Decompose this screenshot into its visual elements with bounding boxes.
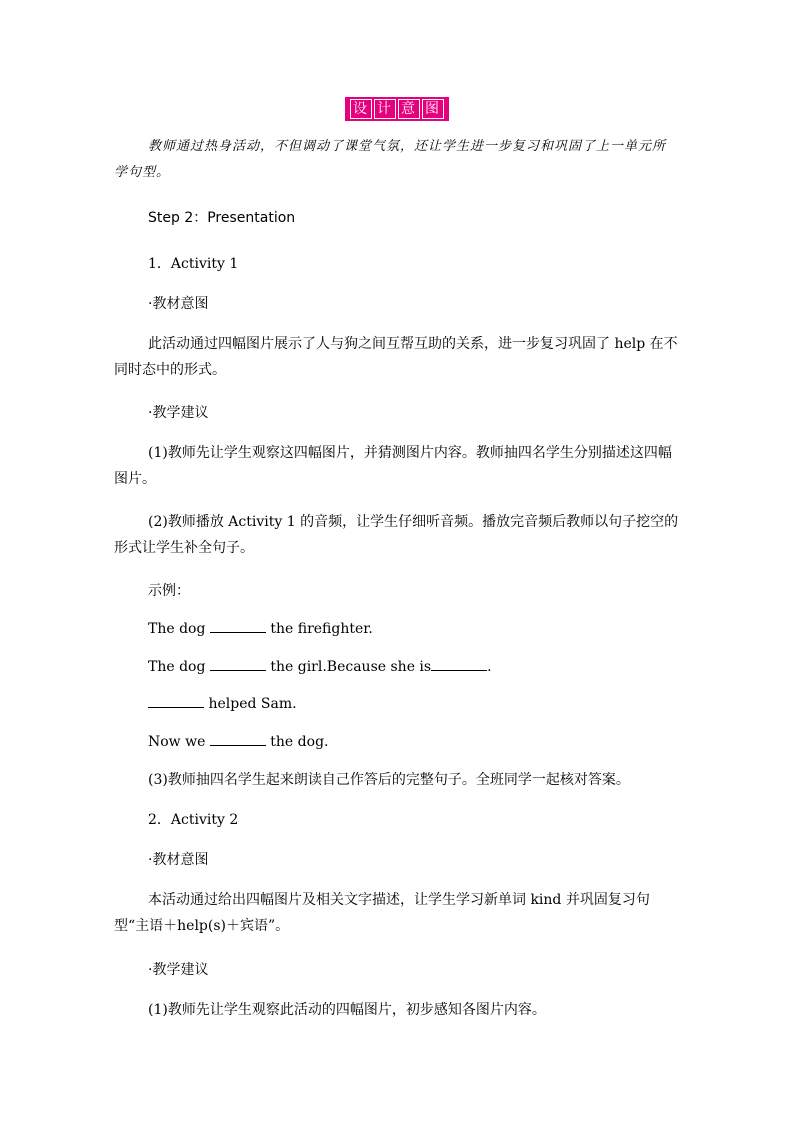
answer-blank <box>210 656 266 671</box>
example-sentence-4 <box>148 729 688 755</box>
example-text: the dog. <box>265 734 329 750</box>
example-text: helped Sam. <box>204 696 297 712</box>
example-text: Now we <box>148 734 210 750</box>
answer-blank <box>210 618 266 633</box>
design-intent-text: 教师通过热身活动，不但调动了课堂气氛，还让学生进一步复习和巩固了上一单元所学句型。 <box>114 139 667 180</box>
example-text: The dog <box>148 659 210 675</box>
answer-blank <box>148 693 204 708</box>
answer-blank <box>210 731 266 746</box>
title-char: 计 <box>374 99 396 119</box>
example-text: the firefighter. <box>265 621 373 637</box>
activity1-step1: (1)教师先让学生观察这四幅图片，并猜测图片内容。教师抽四名学生分别描述这四幅图片。 <box>114 445 672 487</box>
activity1-step2: (2)教师播放 Activity 1 的音频，让学生仔细听音频。播放完音频后教师以句子挖空的形式让学生补全句子。 <box>114 514 679 556</box>
title-banner <box>345 97 449 121</box>
example-label: 示例： <box>148 583 190 599</box>
activity2-teaching-label: ·教学建议 <box>148 962 209 978</box>
title-char: 意 <box>398 99 420 119</box>
activity2-material-text: 本活动通过给出四幅图片及相关文字描述，让学生学习新单词 kind 并巩固复习句型“主语＋help(s)＋宾语”。 <box>114 892 650 934</box>
activity2-material-label: ·教材意图 <box>148 852 209 868</box>
activity2-heading: 2．Activity 2 <box>148 812 239 828</box>
activity1-material-label: ·教材意图 <box>148 296 209 312</box>
example-sentence-3 <box>148 691 688 717</box>
activity1-teaching-label: ·教学建议 <box>148 405 209 421</box>
example-text: the girl.Because she is <box>265 659 432 675</box>
design-intent-title <box>0 97 794 121</box>
answer-blank <box>431 656 487 671</box>
activity1-material-text: 此活动通过四幅图片展示了人与狗之间互帮互助的关系，进一步复习巩固了 help 在不同时态中的形式。 <box>114 336 678 378</box>
example-sentence-2 <box>148 654 688 680</box>
activity1-heading: 1．Activity 1 <box>148 256 239 272</box>
activity1-step3: (3)教师抽四名学生起来朗读自己作答后的完整句子。全班同学一起核对答案。 <box>148 772 630 788</box>
example-sentence-1 <box>148 616 688 642</box>
activity2-step1: (1)教师先让学生观察此活动的四幅图片，初步感知各图片内容。 <box>148 1002 546 1018</box>
title-char: 图 <box>422 99 444 119</box>
example-text: . <box>487 659 492 675</box>
example-text: The dog <box>148 621 210 637</box>
title-char: 设 <box>350 99 372 119</box>
step2-heading: Step 2：Presentation <box>148 210 296 226</box>
